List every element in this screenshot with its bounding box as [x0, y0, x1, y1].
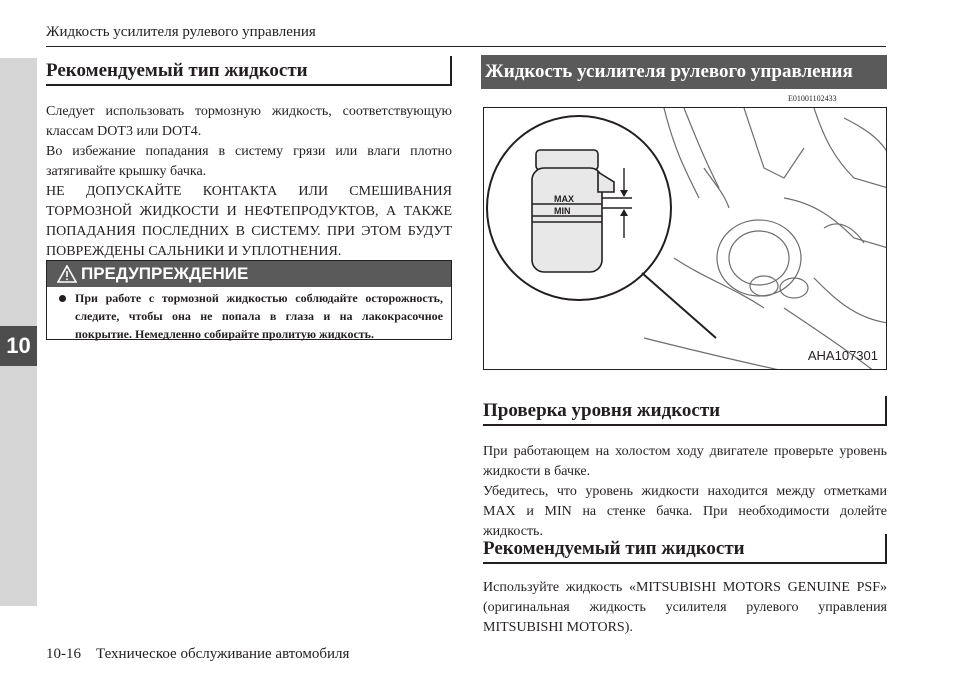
reservoir-drawing: [484, 108, 887, 370]
warning-box: [46, 260, 452, 340]
document-code: E01001102433: [788, 94, 837, 103]
warning-triangle-icon: [57, 265, 77, 283]
recommended-fluid-paragraph: Используйте жидкость «MITSUBISHI MOTORS GENUINE PSF» (оригинальная жидкость усилителя рулевого управления MITSUBISHI MOTORS).: [483, 580, 887, 635]
warning-text: При работе с тормозной жидкостью соблюдайте осторожность, следите, чтобы она не попала в глаза и на лакокрасочное покрытие. Немедленно собирайте пролитую жидкость.: [47, 287, 451, 343]
check-paragraph-2: Убедитесь, что уровень жидкости находится между отметками MAX и MIN на стенке бачка. При необходимости долейте жидкость.: [483, 484, 887, 539]
header-divider: [46, 46, 886, 47]
warning-header: ПРЕДУПРЕЖДЕНИЕ: [47, 261, 451, 287]
left-paragraph-2: Во избежание попадания в систему грязи или влаги плотно затягивайте крышку бачка.: [46, 144, 452, 179]
page-header-title: Жидкость усилителя рулевого управления: [46, 24, 316, 40]
min-mark-label: MIN: [554, 206, 571, 216]
chapter-number: 10: [0, 326, 37, 366]
main-section-heading: Жидкость усилителя рулевого управления: [481, 55, 887, 89]
left-paragraph-1: Следует использовать тормозную жидкость, соответствующую классам DOT3 или DOT4.: [46, 104, 452, 139]
page-footer: 10-16 Техническое обслуживание автомобиля: [46, 646, 350, 662]
reservoir-illustration: [483, 107, 887, 370]
left-paragraph-3: НЕ ДОПУСКАЙТЕ КОНТАКТА ИЛИ СМЕШИВАНИЯ ТОРМОЗНОЙ ЖИДКОСТИ И НЕФТЕПРОДУКТОВ, А ТАКЖЕ ПОПАДАНИЯ ПОСЛЕДНИХ В СИСТЕМУ. ПРИ ЭТОМ БУДУТ ПОВРЕЖДЕНЫ САЛЬНИКИ И УПЛОТНЕНИЯ.: [46, 184, 452, 259]
left-section-heading: Рекомендуемый тип жидкости: [46, 56, 452, 86]
check-paragraph-1: При работающем на холостом ходу двигателе проверьте уровень жидкости в бачке.: [483, 444, 887, 479]
check-level-heading: Проверка уровня жидкости: [483, 396, 887, 426]
max-mark-label: MAX: [554, 194, 574, 204]
bullet-icon: [59, 295, 66, 302]
figure-code-label: AHA107301: [807, 348, 878, 363]
recommended-fluid-heading: Рекомендуемый тип жидкости: [483, 534, 887, 564]
